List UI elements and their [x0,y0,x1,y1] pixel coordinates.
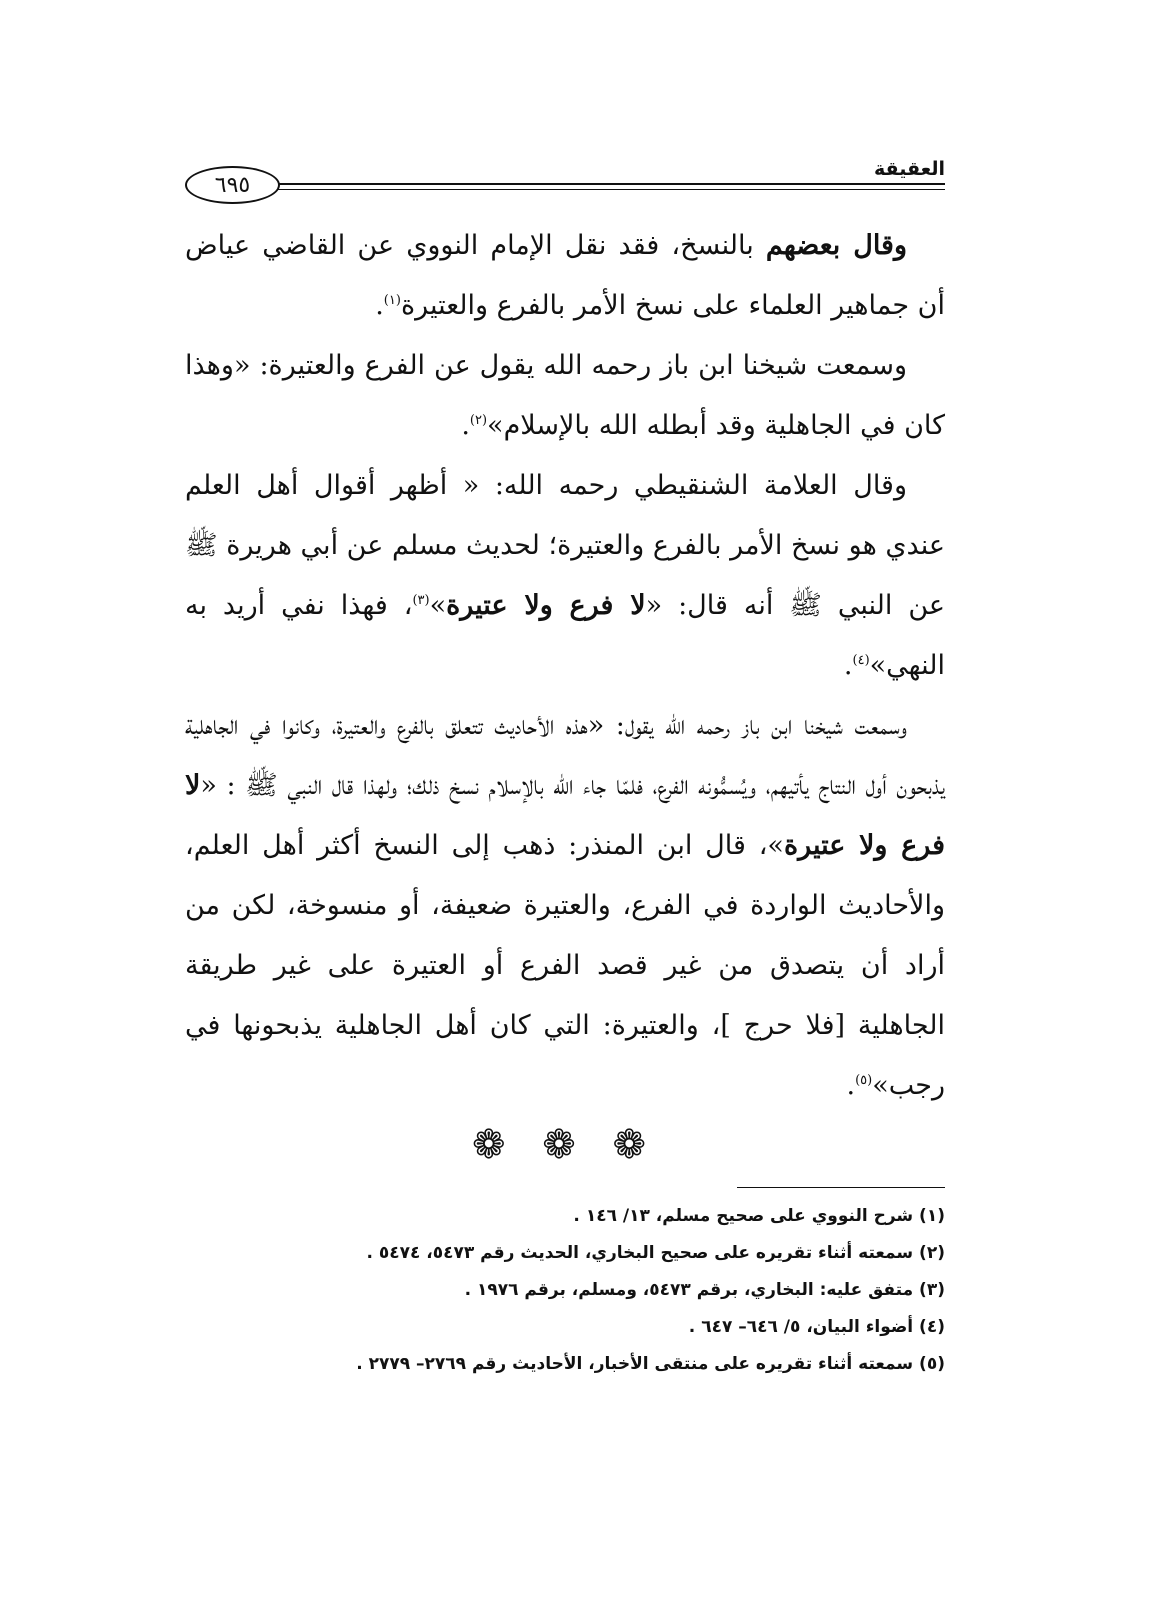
paragraph-3-hadith: لا فرع ولا عتيرة [446,590,646,621]
page-number: ٦٩٥ [214,172,251,198]
paragraph-2-text: وسمعت شيخنا ابن باز رحمه الله يقول عن الفرع والعتيرة: «وهذا كان في الجاهلية وقد أبطله الله بالإسلام» [185,350,945,441]
paragraph-3-text-c: ، فهذا نفي أريد به النهي» [185,590,945,681]
paragraph-1 [185,216,945,336]
paragraph-4-end: . [846,1070,856,1101]
ornament-divider: ❁ ❁ ❁ [472,1122,658,1168]
footnote-1: (١) شرح النووي على صحيح مسلم، ١٣/ ١٤٦ . [573,1206,945,1226]
header-rule-thin [200,189,945,190]
footnote-ref-5[interactable]: (٥) [855,1073,873,1088]
footnote-ref-2[interactable]: (٢) [469,413,488,428]
body-text [185,216,945,1170]
paragraph-4-text-b: »، قال ابن المنذر: ذهب إلى النسخ أكثر أهل العلم، والأحاديث الواردة في الفرع، والعتيرة ضعيفة، أو منسوخة، لكن من أراد أن يتصدق من غير قصد الفرع أو العتيرة على غير طريقة الجاهلية [فلا حرج ]، والعتيرة: التي كان أهل الجاهلية يذبحونها في رجب» [185,830,945,1101]
paragraph-1-lead: وقال بعضهم [765,230,907,261]
paragraph-4-text-a: وسمعت شيخنا ابن باز رحمه الله يقول: «هذه الأحاديث تتعلق بالفرع والعتيرة، وكانوا في الجاهلية يذبحون أول النتاج يأتيهم، ويُسمُّونه الفرع، فلمّا جاء الله بالإسلام نسخ ذلك؛ ولهذا قال النبي ﷺ : « [185,710,945,801]
footnote-2: (٢) سمعته أثناء تقريره على صحيح البخاري، الحديث رقم ٥٤٧٣، ٥٤٧٤ . [366,1243,945,1263]
header-rule [200,183,945,185]
paragraph-2 [185,336,945,456]
paragraph-3-text-b: » [429,590,447,621]
footnote-ref-1[interactable]: (١) [383,293,401,308]
paragraph-3-text-a: وقال العلامة الشنقيطي رحمه الله: « أظهر أقوال أهل العلم عندي هو نسخ الأمر بالفرع والعتيرة؛ لحديث مسلم عن أبي هريرة ﷺ عن النبي ﷺ أنه قال: « [185,470,946,621]
page-number-badge [185,166,280,204]
paragraph-1-end: . [375,290,384,321]
footnotes-list [185,1198,945,1383]
footnote-ref-3[interactable]: (٣) [412,593,430,608]
footnote-ref-4[interactable]: (٤) [852,653,870,668]
paragraph-3 [185,456,945,696]
footnote-rule [737,1187,945,1188]
footnote-3: (٣) متفق عليه: البخاري، برقم ٥٤٧٣، ومسلم، برقم ١٩٧٦ . [464,1280,945,1300]
paragraph-2-end: . [461,410,470,441]
paragraph-4 [185,696,945,1116]
footnote-5: (٥) سمعته أثناء تقريره على منتقى الأخبار، الأحاديث رقم ٢٧٦٩– ٢٧٧٩ . [356,1354,945,1374]
paragraph-3-end: . [843,650,853,681]
paragraph-1-text: بالنسخ، فقد نقل الإمام النووي عن القاضي عياض أن جماهير العلماء على نسخ الأمر بالفرع والعتيرة [185,230,945,321]
running-title: العقيقة [874,158,945,180]
footnote-4: (٤) أضواء البيان، ٥/ ٦٤٦– ٦٤٧ . [688,1317,945,1337]
paragraph-4-hadith: لا فرع ولا عتيرة [185,770,945,861]
